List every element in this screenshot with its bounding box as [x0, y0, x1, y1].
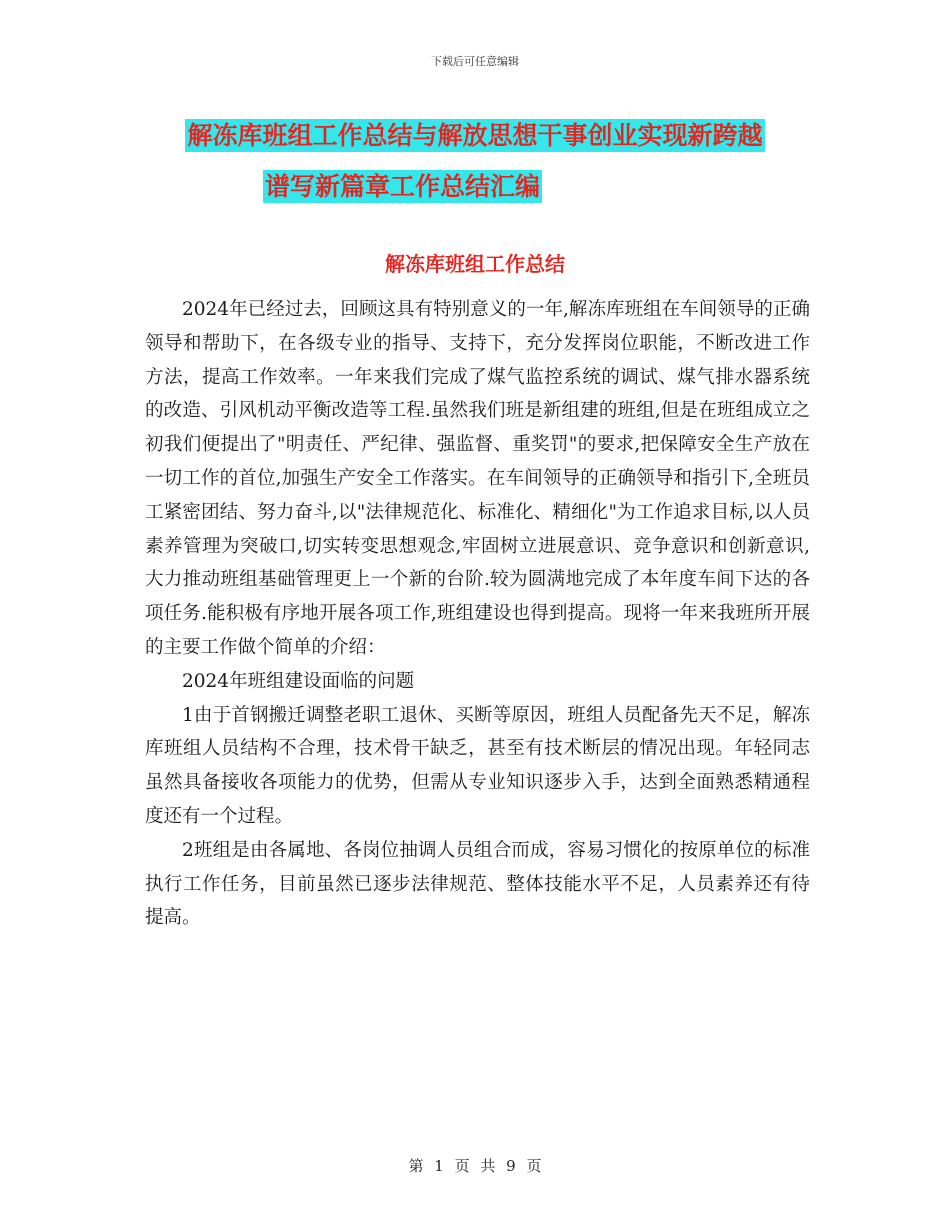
page-number-footer: 第 1 页 共 9 页 [408, 1157, 542, 1175]
body-paragraph-1: 2024年已经过去，回顾这具有特别意义的一年,解冻库班组在车间领导的正确领导和帮助下，在各级专业的指导、支持下，充分发挥岗位职能，不断改进工作方法，提高工作效率。一年来我们完成了煤气监控系统的调试、煤气排水器系统的改造、引风机动平衡改造等工程.虽然我们班是新组建的班组,但是在班组成立之初我们便提出了"明责任、严纪律、强监督、重奖罚"的要求,把保障安全生产放在一切工作的首位,加强生产安全工作落实。在车间领导的正确领导和指引下,全班员工紧密团结、努力奋斗,以"法律规范化、标准化、精细化"为工作追求目标,以人员素养管理为突破口,切实转变思想观念,牢固树立进展意识、竞争意识和创新意识,大力推动班组基础管理更上一个新的台阶.较为圆满地完成了本年度车间下达的各项任务.能积极有序地开展各项工作,班组建设也得到提高。现将一年来我班所开展的主要工作做个简单的介绍： [145, 299, 810, 658]
body-paragraph-3: 1由于首钢搬迁调整老职工退休、买断等原因，班组人员配备先天不足，解冻库班组人员结构不合理，技术骨干缺乏，甚至有技术断层的情况出现。年轻同志虽然具备接收各项能力的优势，但需从专业知识逐步入手，达到全面熟悉精通程度还有一个过程。 [145, 704, 810, 827]
section-title: 解冻库班组工作总结 [385, 252, 565, 276]
document-body [145, 293, 810, 935]
body-paragraph-4: 2班组是由各属地、各岗位抽调人员组合而成，容易习惯化的按原单位的标准执行工作任务，目前虽然已逐步法律规范、整体技能水平不足，人员素养还有待提高。 [145, 839, 810, 929]
page-header-note: 下载后可任意编辑 [431, 55, 519, 68]
document-title-line-2: 谱写新篇章工作总结汇编 [264, 172, 540, 201]
document-title-line-1: 解冻库班组工作总结与解放思想干事创业实现新跨越 [187, 121, 763, 150]
document-title [0, 110, 950, 212]
body-paragraph-2: 2024年班组建设面临的问题 [182, 670, 415, 692]
